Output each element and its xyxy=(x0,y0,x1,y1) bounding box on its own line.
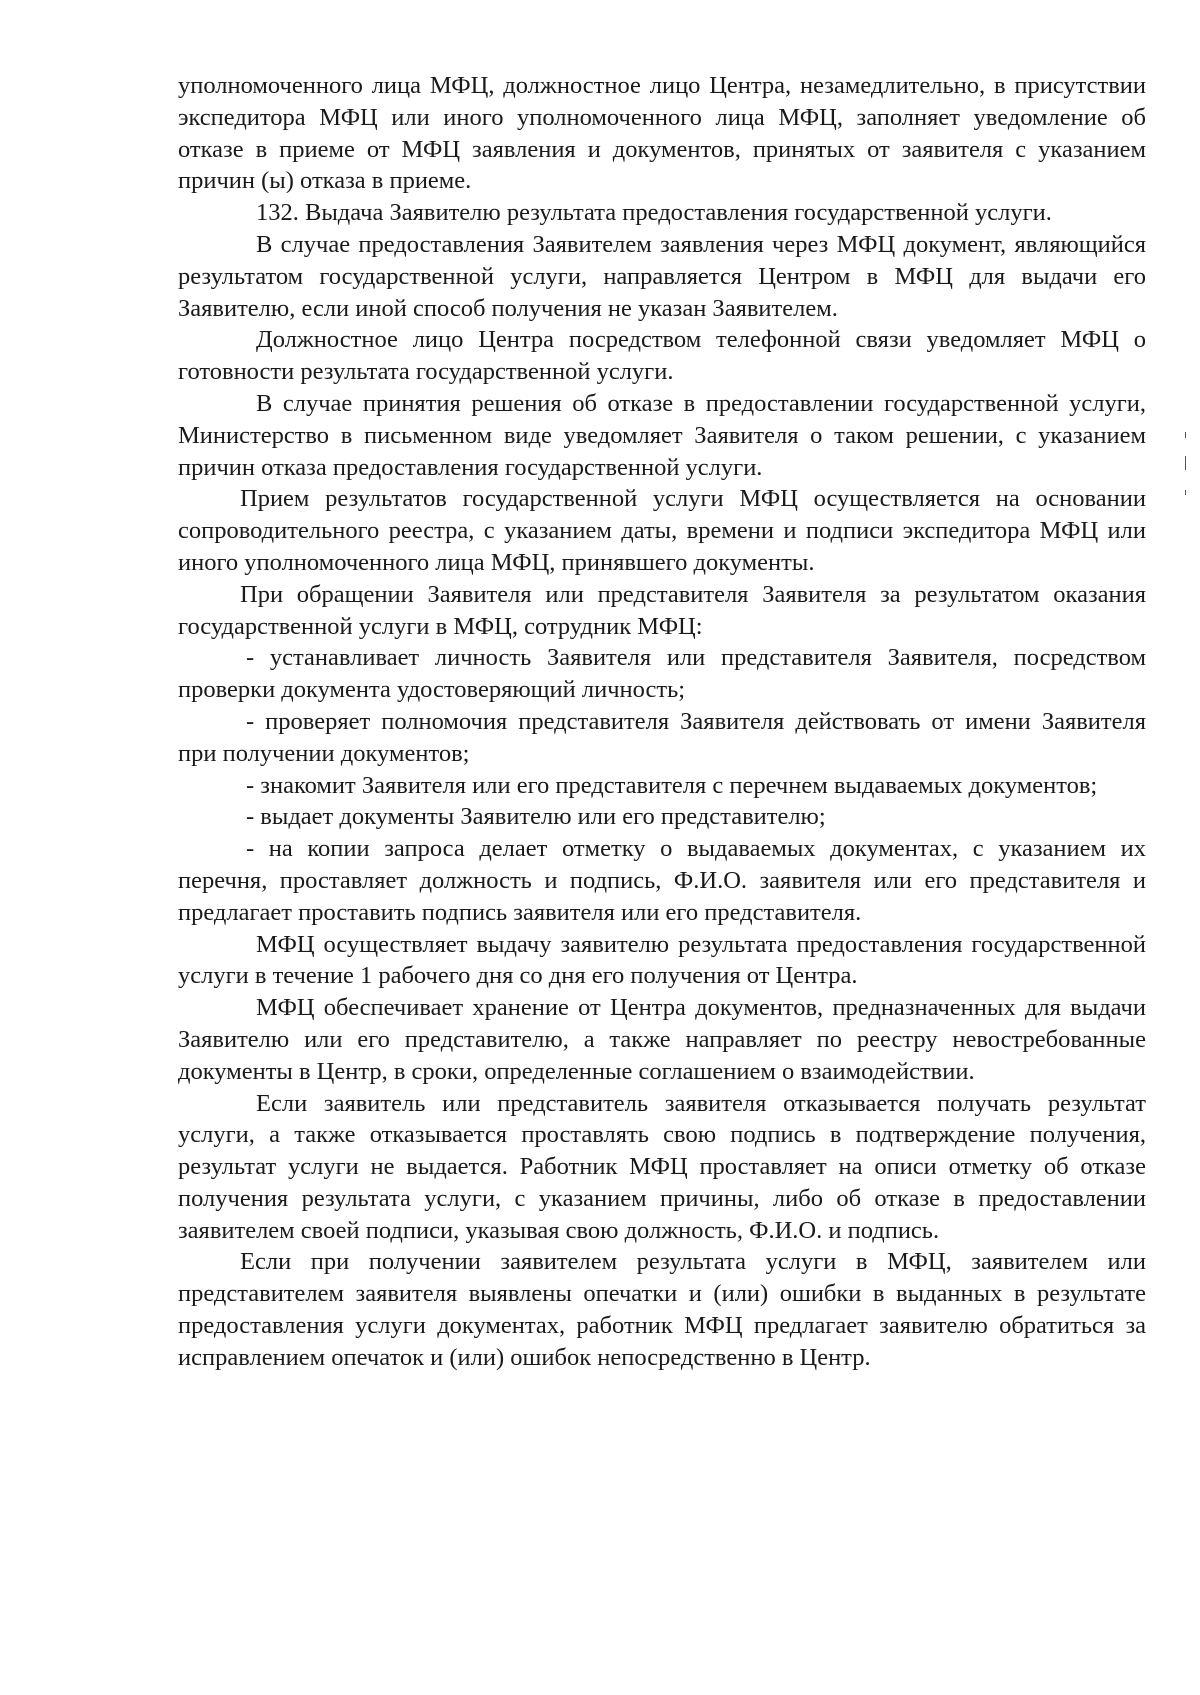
paragraph: При обращении Заявителя или представителя Заявителя за результатом оказания государственной услуги в МФЦ, сотрудник МФЦ: xyxy=(178,580,1146,640)
document-body xyxy=(178,70,1146,1374)
paragraph: Если заявитель или представитель заявителя отказывается получать результат услуги, а также отказывается проставлять свою подпись в подтверждение получения, результат услуги не выдается. Работник МФЦ проставляет на описи отметку об отказе получения результата услуги, с указанием причины, либо об отказе в предоставлении заявителем своей подписи, указывая свою должность, Ф.И.О. и подпись. xyxy=(178,1089,1146,1244)
margin-mark xyxy=(1185,432,1186,438)
paragraph-section-132: 132. Выдача Заявителю результата предоставления государственной услуги. xyxy=(256,199,1052,227)
margin-mark xyxy=(1185,456,1186,470)
list-item: - устанавливает личность Заявителя или представителя Заявителя, посредством проверки документа удостоверяющий личность; xyxy=(178,644,1146,704)
scan-margin-marks xyxy=(1185,432,1191,502)
list-item: - проверяет полномочия представителя Заявителя действовать от имени Заявителя при получении документов; xyxy=(178,707,1146,767)
paragraph: В случае принятия решения об отказе в предоставлении государственной услуги, Министерство в письменном виде уведомляет Заявителя о таком решении, с указанием причин отказа предоставления государственной услуги. xyxy=(178,389,1146,481)
list-item: - на копии запроса делает отметку о выдаваемых документах, с указанием их перечня, проставляет должность и подпись, Ф.И.О. заявителя или его представителя и предлагает проставить подпись заявителя или его представителя. xyxy=(178,835,1146,926)
margin-mark xyxy=(1185,490,1186,495)
list-item: - выдает документы Заявителю или его представителю; xyxy=(246,803,826,831)
paragraph: МФЦ осуществляет выдачу заявителю результата предоставления государственной услуги в течение 1 рабочего дня со дня его получения от Центра. xyxy=(178,930,1146,990)
paragraph: Если при получении заявителем результата услуги в МФЦ, заявителем или представителем заявителя выявлены опечатки и (или) ошибки в выданных в результате предоставления услуги документах, работник МФЦ предлагает заявителю обратиться за исправлением опечаток и (или) ошибок непосредственно в Центр. xyxy=(178,1248,1146,1371)
paragraph: Должностное лицо Центра посредством телефонной связи уведомляет МФЦ о готовности результата государственной услуги. xyxy=(178,326,1146,386)
paragraph: МФЦ обеспечивает хранение от Центра документов, предназначенных для выдачи Заявителю или его представителю, а также направляет по реестру невостребованные документы в Центр, в сроки, определенные соглашением о взаимодействии. xyxy=(178,994,1146,1085)
paragraph: В случае предоставления Заявителем заявления через МФЦ документ, являющийся результатом государственной услуги, направляется Центром в МФЦ для выдачи его Заявителю, если иной способ получения не указан Заявителем. xyxy=(178,230,1146,322)
paragraph-continuation: уполномоченного лица МФЦ, должностное лицо Центра, незамедлительно, в присутствии экспедитора МФЦ или иного уполномоченного лица МФЦ, заполняет уведомление об отказе в приеме от МФЦ заявления и документов, принятых от заявителя с указанием причин (ы) отказа в приеме. xyxy=(178,72,1146,195)
list-item: - знакомит Заявителя или его представителя с перечнем выдаваемых документов; xyxy=(246,771,1098,799)
paragraph: Прием результатов государственной услуги МФЦ осуществляется на основании сопроводительного реестра, с указанием даты, времени и подписи экспедитора МФЦ или иного уполномоченного лица МФЦ, принявшего документы. xyxy=(178,485,1146,576)
